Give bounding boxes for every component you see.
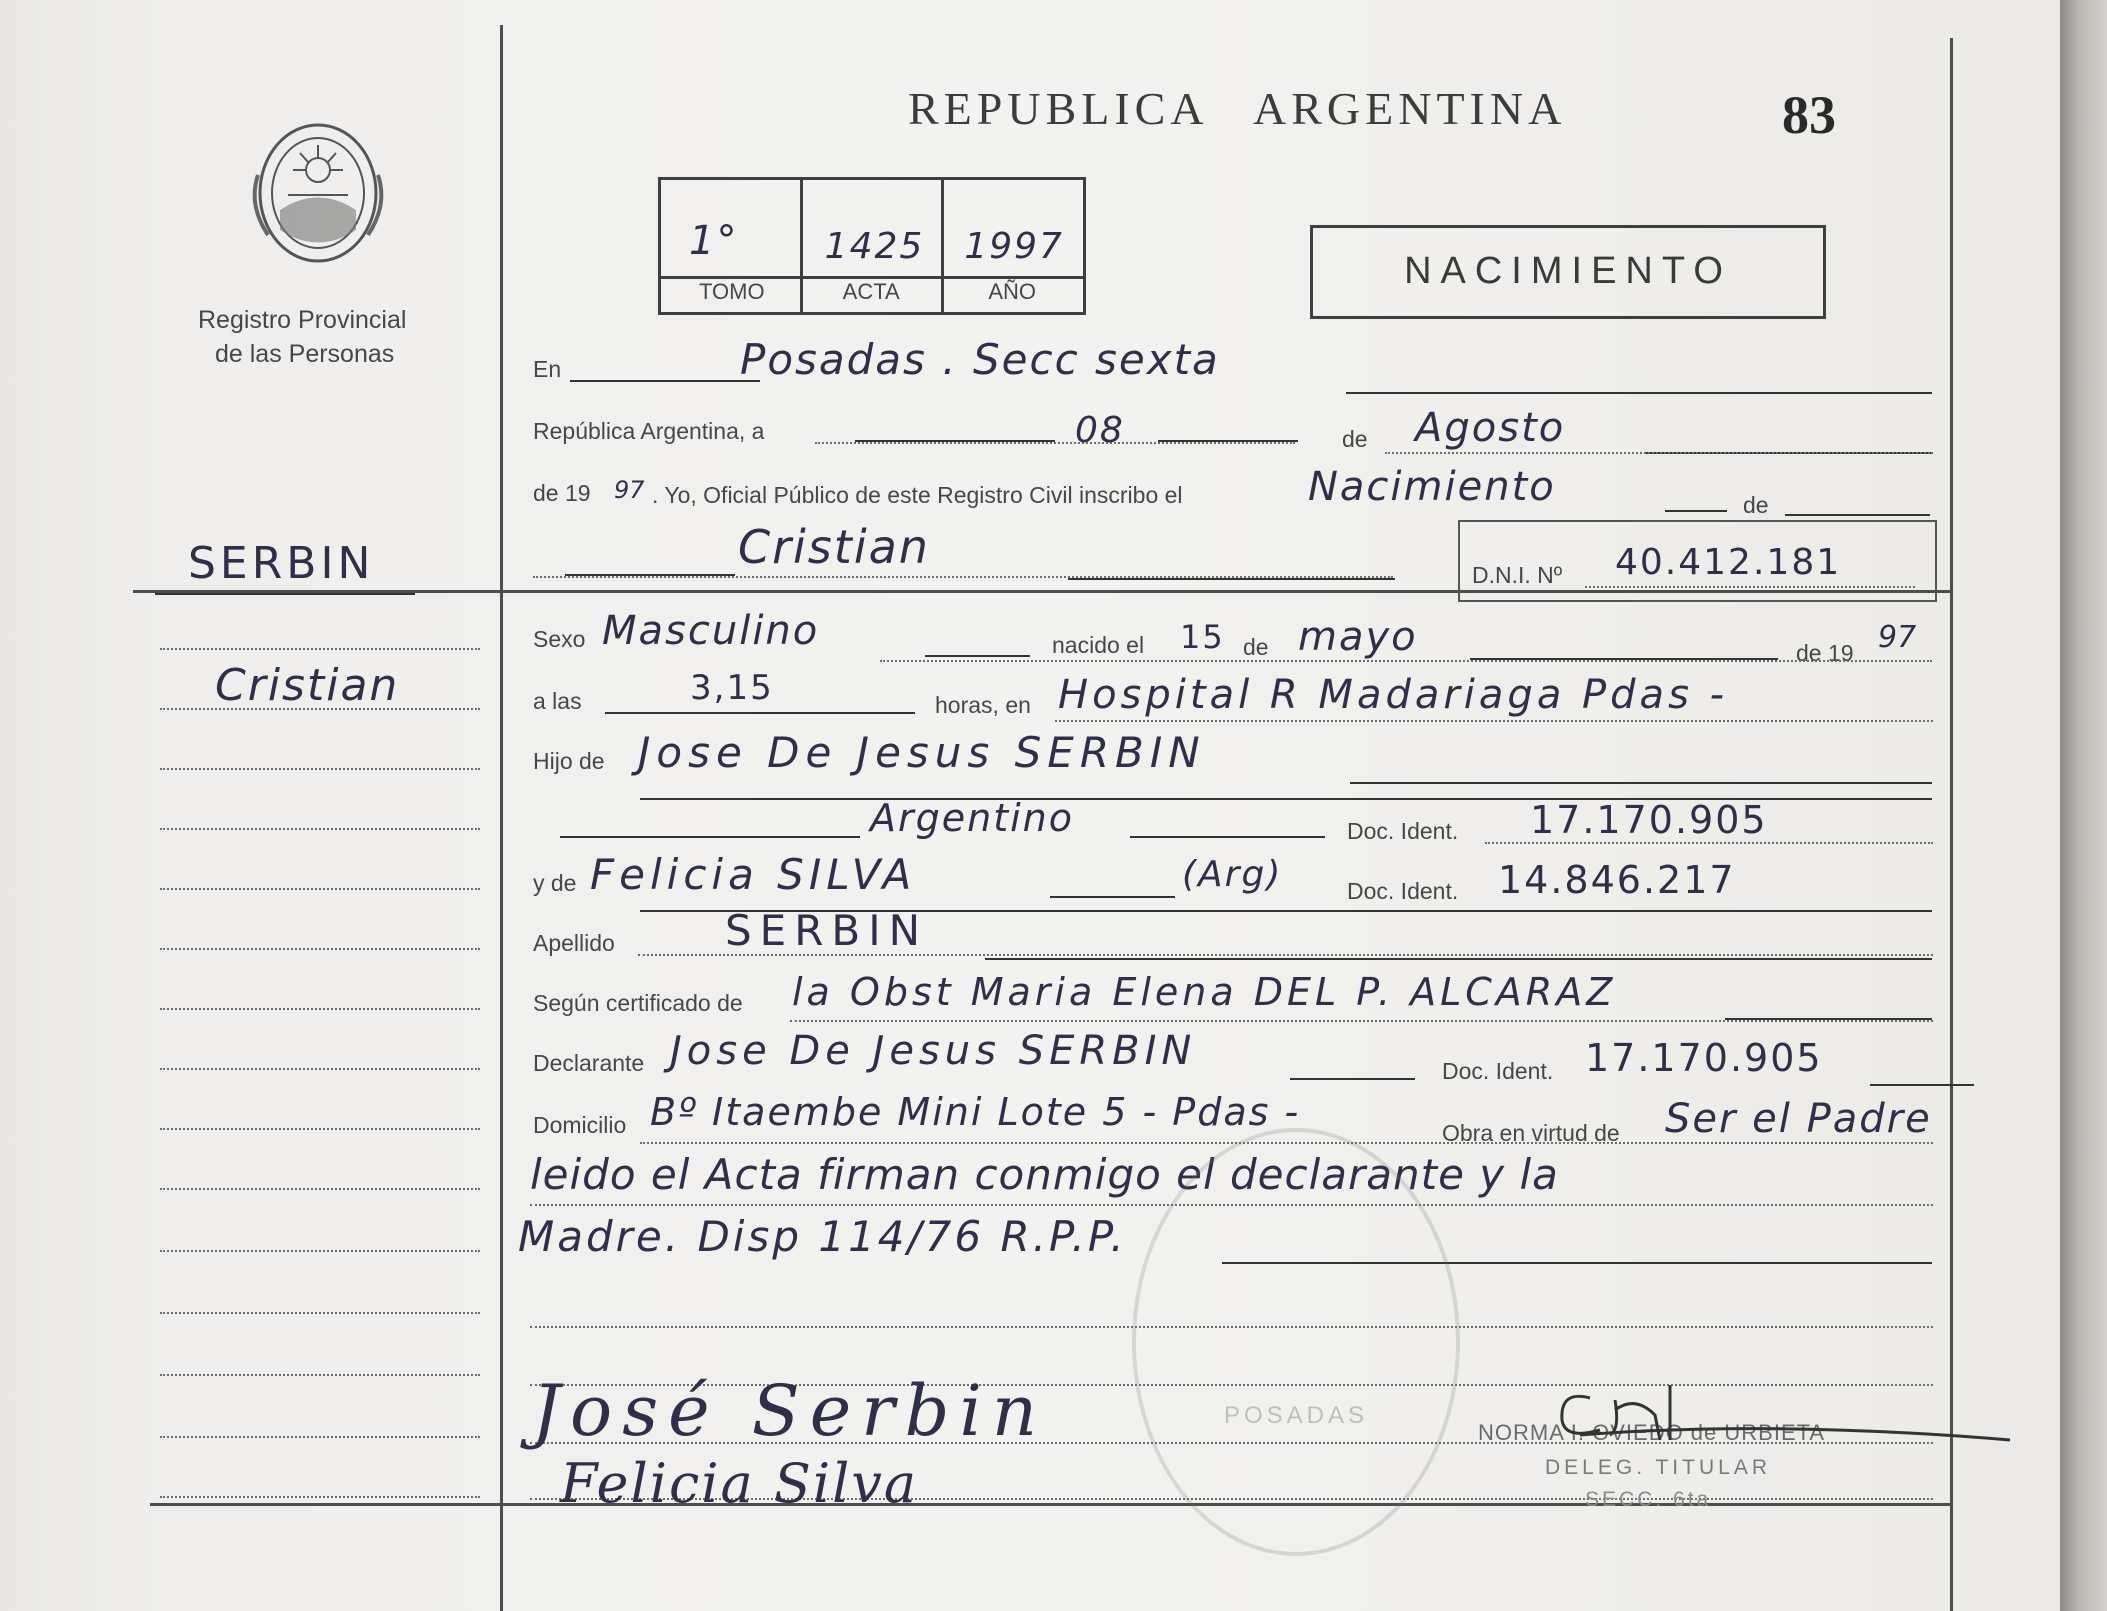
alas-label: a las [533,688,582,714]
time-line [605,712,915,714]
tomo-cell [661,180,803,312]
notes-line1: leido el Acta firman conmigo el declarante y la [530,1150,1559,1199]
record-box [658,177,1086,315]
sidebar-dotted-line [160,1008,480,1010]
sidebar-dotted-line [160,648,480,650]
domicilio-label: Domicilio [533,1112,627,1138]
name-value: Cristian [738,520,930,574]
sidebar-dotted-line [160,1374,480,1376]
acta-label: ACTA [842,279,900,304]
mother-value: Felicia SILVA [590,850,917,899]
sidebar-dotted-line [160,1312,480,1314]
father-nationality: Argentino [870,796,1074,840]
domicilio-value: Bº Itaembe Mini Lote 5 - Pdas - [650,1090,1301,1134]
sidebar-dotted-line [160,888,480,890]
nacido-label: nacido el [1052,632,1145,658]
right-border [1950,38,1953,1611]
sexo-label: Sexo [533,626,586,652]
declarante-value: Jose De Jesus SERBIN [670,1028,1197,1074]
act-line [1665,510,1727,512]
time-value: 3,15 [690,668,774,708]
day-line2 [1158,440,1298,442]
country-title: REPUBLICA ARGENTINA [908,83,1567,134]
day-line [855,440,1055,442]
tomo-value: 1° [689,218,739,264]
declarante-doc: 17.170.905 [1585,1036,1823,1080]
year-prefix: de 19 [533,480,591,506]
ano-value: 1997 [964,226,1064,267]
tomo-label: TOMO [699,279,765,304]
registry-name-line1: Registro Provincial [198,306,407,334]
declarante-line [1290,1078,1415,1080]
sexo-value: Masculino [602,608,820,654]
dni-label: D.N.I. Nº [1472,562,1563,588]
record-type-label: NACIMIENTO [1404,250,1732,292]
en-label: En [533,356,562,382]
faint-seal-city: POSADAS [1223,1402,1369,1429]
obra-value: Ser el Padre [1665,1096,1932,1142]
sidebar-dotted-line [160,948,480,950]
nat-line [560,836,860,838]
sidebar-given-name: Cristian [215,660,400,711]
father-value: Jose De Jesus SERBIN [638,728,1206,777]
sidebar-dotted-line [160,1496,480,1498]
mother-line [1050,896,1175,898]
sidebar-dotted-line [160,1250,480,1252]
hijo-label: Hijo de [533,748,605,774]
left-column-divider [500,25,503,1611]
segun-label: Según certificado de [533,990,743,1016]
sidebar-dotted-line [160,1436,480,1438]
mother-signature: Felicia Silva [560,1452,919,1515]
sidebar-dotted-line [160,1128,480,1130]
republica-dots [815,442,1295,444]
de-label: de [1342,426,1368,452]
obra-label: Obra en virtud de [1442,1120,1620,1146]
misiones-seal-icon [248,115,388,275]
en-line-right [1346,392,1932,394]
doc-dots [1485,842,1933,844]
official-stamp-line3: SECC. 6ta [1585,1488,1712,1511]
sidebar-dotted-line [160,828,480,830]
sidebar-surname: SERBIN [188,538,375,589]
de19-label: de 19 [1796,640,1854,666]
sexo-line [925,655,1030,657]
en-line [570,380,760,382]
year-value: 97 [614,476,645,504]
declarante-label: Declarante [533,1050,645,1076]
official-stamp-line2: DELEG. TITULAR [1545,1456,1771,1479]
sidebar-dotted-line [160,1188,480,1190]
faint-registry-seal [1132,1128,1460,1556]
binding-edge [2060,0,2107,1611]
en-value: Posadas . Secc sexta [740,335,1220,384]
apellido-value: SERBIN [725,906,928,955]
father-line [1350,782,1932,784]
place-dots [1055,720,1933,722]
notes-line2: Madre. Disp 114/76 R.P.P. [518,1212,1127,1261]
ano-cell [944,180,1083,312]
registry-name-line2: de las Personas [215,340,395,368]
sexo-dots [880,660,1932,662]
sidebar-dotted-line [160,1068,480,1070]
acta-cell [803,180,945,312]
official-stamp-line1: NORMA I. OVIEDO de URBIETA [1478,1420,1826,1445]
page-number: 83 [1782,85,1836,145]
official-signature-icon [1520,1380,2020,1460]
doc-ident-label3: Doc. Ident. [1442,1058,1554,1084]
month-value: Agosto [1415,405,1566,451]
doc-ident-label: Doc. Ident. [1347,818,1459,844]
sidebar-dotted-line [160,768,480,770]
dni-dots [1585,586,1915,588]
republica-label: República Argentina, a [533,418,765,444]
mother-doc: 14.846.217 [1498,858,1736,902]
place-value: Hospital R Madariaga Pdas - [1058,672,1729,718]
sidebar-dotted-line [160,708,480,710]
segun-dots [790,1020,1933,1022]
dni-value: 40.412.181 [1615,542,1842,583]
de-label3: de [1243,634,1269,660]
nat-line2 [1130,836,1325,838]
de2-line [1785,514,1930,516]
birth-month: mayo [1298,614,1418,660]
name-line [565,574,735,576]
act-value: Nacimiento [1308,464,1556,510]
segun-value: la Obst Maria Elena DEL P. ALCARAZ [792,970,1617,1014]
day-value: 08 [1075,410,1125,451]
mother-nationality: (Arg) [1182,854,1283,895]
horas-label: horas, en [935,692,1031,718]
acta-value: 1425 [824,226,925,267]
birth-day: 15 [1180,618,1225,656]
name-line2 [1068,578,1395,580]
record-type-box [1310,225,1826,319]
oficial-text: . Yo, Oficial Público de este Registro Civil inscribo el [652,482,1183,508]
yde-label: y de [533,870,577,896]
birth-year: 97 [1878,620,1917,655]
ano-label: AÑO [988,279,1037,304]
declarante-line2 [1870,1084,1974,1086]
apellido-line [985,958,1932,960]
month-dots [1385,452,1933,454]
doc-ident-label2: Doc. Ident. [1347,878,1459,904]
de-label2: de [1743,492,1769,518]
sidebar-surname-underline [155,593,415,595]
father-signature: José Serbin [532,1370,1047,1452]
father-doc: 17.170.905 [1530,798,1768,842]
apellido-label: Apellido [533,930,615,956]
